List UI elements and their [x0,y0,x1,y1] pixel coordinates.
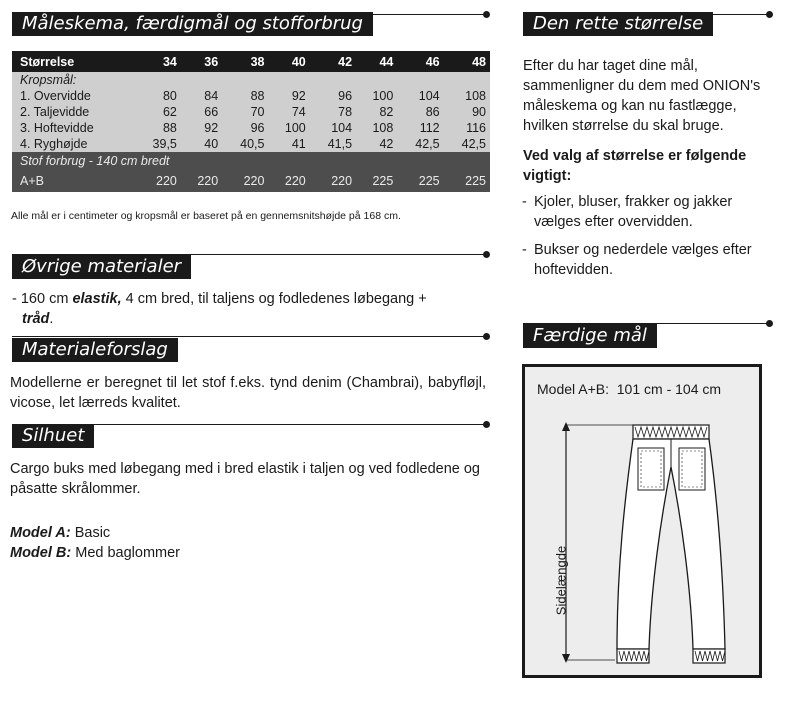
size-col: 40 [291,54,306,69]
model-measure-line: Model A+B: 101 cm - 104 cm [537,381,722,397]
row-label: 4. Ryghøjde [20,137,88,151]
table-cell: 220 [243,174,265,188]
divider-dot [483,251,490,258]
model-a-label: Model A: [10,525,71,541]
size-col: 36 [204,54,219,69]
table-cell: 41 [291,137,306,151]
other-materials-heading: Øvrige materialer [12,255,191,279]
measurement-note: Alle mål er i centimeter og kropsmål er baseret på en gennemsnitshøjde på 168 cm. [11,210,401,222]
divider-dot [766,320,773,327]
divider-dot [766,11,773,18]
right-size-bullets [520,192,776,288]
model-b-value: Med baglommer [71,545,181,561]
material-suggestion-text: Modellerne er beregnet til let stof f.eks. tynd denim (Chambrai), babyfløjl, vicose, let lærreds kvalitet. [10,375,486,411]
size-chart-heading: Måleskema, færdigmål og stofforbrug [12,12,373,36]
row-label: A+B [20,174,44,188]
size-label: Størrelse [20,54,75,69]
model-list [10,523,180,563]
size-col: 44 [379,54,394,69]
table-cell: 74 [291,105,306,119]
materials-thread: tråd [22,311,50,327]
table-cell: 42,5 [415,137,440,151]
divider-dot [483,11,490,18]
table-cell: 108 [465,89,486,103]
table-row [12,120,490,136]
table-cell: 112 [419,121,440,135]
right-size-heading: Den rette størrelse [523,12,713,36]
material-suggestion-heading: Materialeforslag [12,338,178,362]
table-cell: 88 [162,121,177,135]
table-cell: 92 [204,121,219,135]
divider-dot [483,333,490,340]
table-cell: 70 [250,105,265,119]
size-col: 38 [250,54,265,69]
table-row [12,104,490,120]
fabric-usage-label: Stof forbrug - 140 cm bredt [20,154,170,168]
table-cell: 108 [372,121,394,135]
table-cell: 90 [472,105,486,119]
table-cell: 88 [250,89,265,103]
row-label: 1. Overvidde [20,89,91,103]
list-item: - Bukser og nederdele vælges efter hoftevidden. [520,240,776,280]
materials-prefix: - 160 cm [12,291,73,307]
silhouette-heading: Silhuet [12,424,94,448]
finished-measures-box [522,364,762,678]
table-cell: 40 [204,137,219,151]
model-b-label: Model B: [10,545,72,561]
table-cell: 96 [250,121,265,135]
table-cell: 82 [379,105,394,119]
table-cell: 104 [418,89,440,103]
table-cell: 100 [284,121,306,135]
size-col: 48 [472,54,486,69]
size-table [12,51,490,192]
right-size-important: Ved valg af størrelse er følgende vigtigt: [523,148,747,184]
table-cell: 62 [162,105,177,119]
table-cell: 86 [425,105,440,119]
table-cell: 220 [156,174,177,188]
table-row [12,170,490,192]
right-size-intro: Efter du har taget dine mål, sammenligner du dem med ONION's måleskema og kan nu fastlægge, hvilken størrelse du skal bruge. [523,58,761,134]
table-cell: 78 [338,105,353,119]
size-col: 42 [338,54,353,69]
table-cell: 84 [204,89,219,103]
materials-elastic: elastik, [72,291,122,307]
list-item: - Kjoler, bluser, frakker og jakker vælges efter overvidden. [520,192,776,232]
table-cell: 116 [466,121,486,135]
table-cell: 225 [372,174,394,188]
size-col: 34 [162,54,177,69]
model-a-value: Basic [70,525,111,541]
trousers-illustration [525,367,759,675]
table-cell: 40,5 [240,137,265,151]
table-cell: 225 [418,174,440,188]
table-cell: 42 [379,137,394,151]
table-cell: 41,5 [327,137,353,151]
table-cell: 220 [197,174,219,188]
table-cell: 96 [338,89,353,103]
other-materials-text [12,289,482,329]
table-cell: 92 [291,89,306,103]
divider-dot [483,421,490,428]
table-row [12,136,490,152]
table-cell: 220 [284,174,306,188]
table-cell: 104 [331,121,353,135]
table-cell: 100 [372,89,394,103]
table-cell: 39,5 [152,137,177,151]
materials-rest: 4 cm bred, til taljens og fodledenes løbegang + [121,291,427,307]
body-measure-label: Kropsmål: [20,73,77,87]
silhouette-text: Cargo buks med løbegang med i bred elastik i taljen og ved fodledene og påsatte skrålommer. [10,461,480,497]
row-label: 2. Taljevidde [20,105,90,119]
size-header-row [12,51,490,72]
table-cell: 66 [204,105,219,119]
side-length-label: Sidelængde [553,545,569,616]
size-col: 46 [425,54,440,69]
divider [12,336,486,337]
table-cell: 80 [162,89,177,103]
table-cell: 225 [465,174,486,188]
finished-measures-heading: Færdige mål [523,324,657,348]
table-row [12,88,490,104]
table-cell: 220 [331,174,353,188]
materials-end: . [49,311,54,327]
row-label: 3. Hoftevidde [20,121,94,135]
table-cell: 42,5 [461,137,486,151]
